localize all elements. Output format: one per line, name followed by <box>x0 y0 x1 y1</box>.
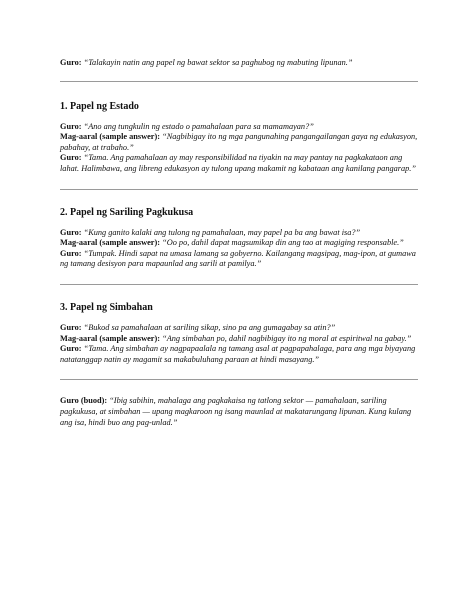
speaker-label: Guro: <box>60 58 82 67</box>
dialogue-line <box>60 344 418 365</box>
dialogue-text: “Tama. Ang pamahalaan ay may responsibilidad na tiyakin na may pantay na pagkakataon ang lahat. Halimbawa, ang libreng edukasyon ay tulong upang makamit ng kabataan ang kanilang pangarap.” <box>60 153 416 173</box>
closing-line <box>60 396 418 428</box>
dialogue-text: “Bukod sa pamahalaan at sariling sikap, sino pa ang gumagabay sa atin?” <box>83 322 336 332</box>
speaker-label: Guro: <box>60 153 82 163</box>
speaker-label: Guro: <box>60 121 82 131</box>
dialogue-text: “Nagbibigay ito ng mga pangunahing pangangailangan gaya ng edukasyon, pabahay, at trabaho.” <box>60 132 418 152</box>
dialogue-text: “Ang simbahan po, dahil nagbibigay ito ng moral at espiritwal na gabay.” <box>162 333 412 343</box>
dialogue-line <box>60 334 418 345</box>
dialogue-text: “Tumpak. Hindi sapat na umasa lamang sa gobyerno. Kailangang magsipag, mag-ipon, at gumawa ng tamang desisyon para mapaunlad ang sarili at pamilya.” <box>60 248 416 269</box>
dialogue-text: “Kung ganito kalaki ang tulong ng pamahalaan, may papel pa ba ang bawat isa?” <box>83 227 361 237</box>
dialogue-text: “Talakayin natin ang papel ng bawat sektor sa paghubog ng mabuting lipunan.” <box>83 58 353 67</box>
section-divider <box>60 189 418 190</box>
speaker-label: Guro: <box>60 248 82 258</box>
section-sariling-pagkukusa <box>60 207 418 270</box>
dialogue-text: “Ibig sabihin, mahalaga ang pagkakaisa ng tatlong sektor — pamahalaan, sariling pagkukusa, at simbahan — upang magkaroon ng isang maunlad at makatarungang lipunan. Kung kulang ang isa, hindi buo ang pag-unlad.” <box>60 396 412 427</box>
speaker-label: Guro: <box>60 322 82 332</box>
section-heading: 1. Papel ng Estado <box>60 100 139 112</box>
speaker-label: Mag-aaral (sample answer): <box>60 333 161 343</box>
dialogue-text: “Oo po, dahil dapat magsumikap din ang tao at magiging responsable.” <box>162 238 404 248</box>
dialogue-line <box>60 249 418 270</box>
intro-line <box>60 58 418 69</box>
dialogue-line <box>60 323 418 334</box>
dialogue-line <box>60 228 418 239</box>
dialogue-text: “Ano ang tungkulin ng estado o pamahalaan para sa mamamayan?” <box>83 121 314 131</box>
section-divider <box>60 81 418 82</box>
section-divider <box>60 284 418 285</box>
section-divider <box>60 379 418 380</box>
dialogue-line <box>60 132 418 153</box>
section-heading: 2. Papel ng Sariling Pagkukusa <box>60 206 194 218</box>
dialogue-text: “Tama. Ang simbahan ay nagpapaalala ng tamang asal at pagpapahalaga, para ang mga biyayang natatanggap natin ay magamit sa makabuluhang paraan at hindi masayang.” <box>60 344 416 364</box>
dialogue-line <box>60 238 418 249</box>
speaker-label: Guro: <box>60 344 82 354</box>
section-simbahan <box>60 302 418 365</box>
section-heading: 3. Papel ng Simbahan <box>60 301 153 313</box>
speaker-label: Mag-aaral (sample answer): <box>60 132 161 142</box>
speaker-label: Guro: <box>60 227 82 237</box>
dialogue-line <box>60 122 418 133</box>
speaker-label: Mag-aaral (sample answer): <box>60 238 161 248</box>
speaker-label: Guro (buod): <box>60 396 108 406</box>
dialogue-line <box>60 153 418 174</box>
section-estado <box>60 101 418 175</box>
